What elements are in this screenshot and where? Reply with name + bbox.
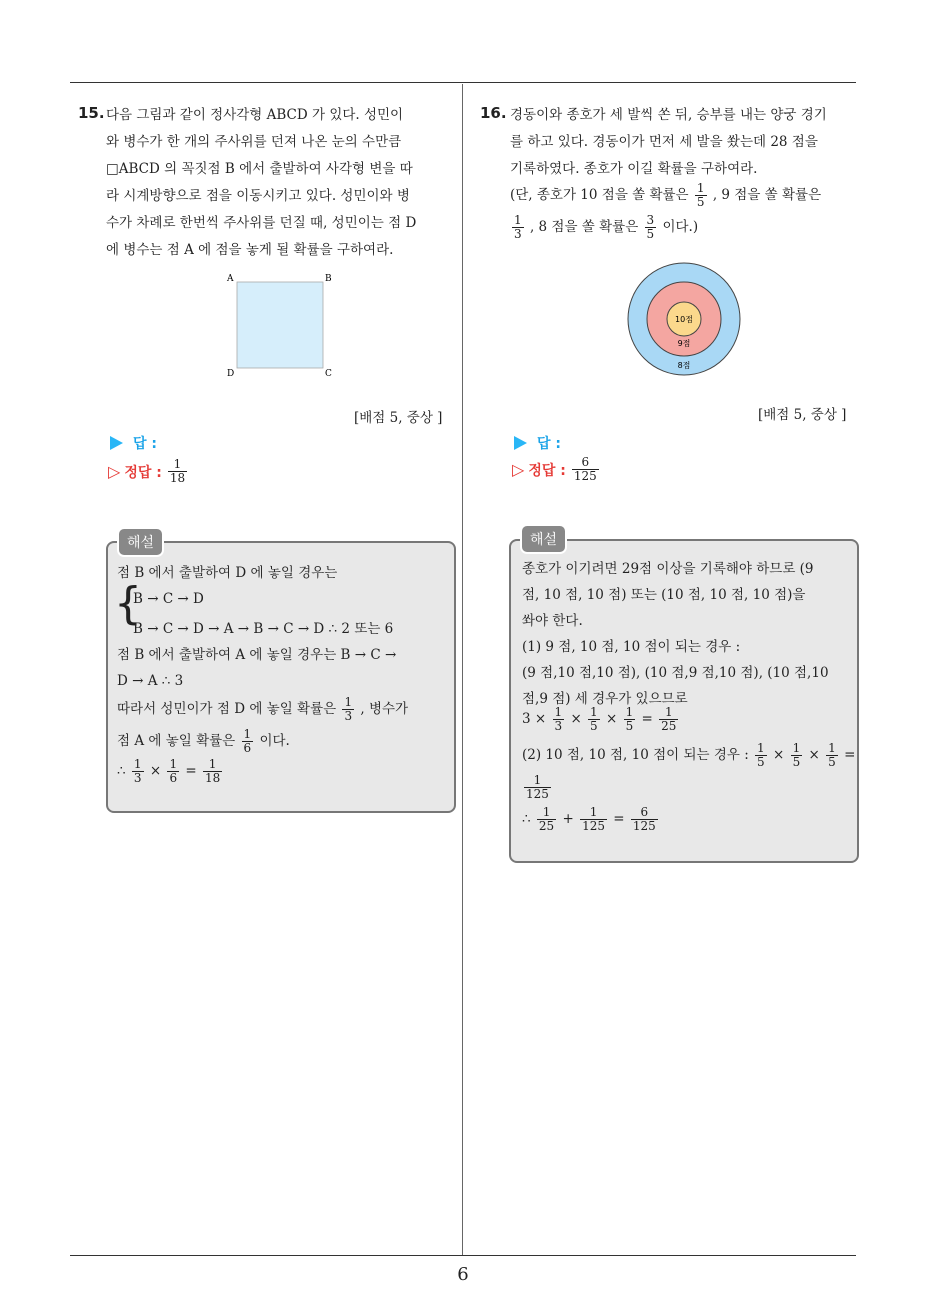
fraction: $\frac{1}{5}$ [696,181,705,209]
text-line: 경동이와 종호가 세 발씩 쏜 뒤, 승부를 내는 양궁 경기 [510,107,827,123]
text-line: 라 시계방향으로 점을 이동시키고 있다. 성민이와 병 [106,188,410,204]
page-number: 6 [457,1264,469,1285]
fraction: $\frac{1}{125}$ [582,805,605,833]
correct-answer-row [512,456,601,483]
vertex-a-label: A [227,274,234,284]
question-number: 16. [480,104,507,122]
ring-label-9: 9점 [677,339,691,348]
vertex-c-label: C [325,369,332,379]
case-line: B → C → D [133,591,204,607]
explanation-line [522,774,553,801]
fraction: $\frac{1}{3}$ [344,695,353,723]
explanation-line: D → A ∴ 3 [117,673,184,689]
fraction: $\frac{1}{5}$ [828,741,836,769]
explanation-line: 점 B 에서 출발하여 D 에 놓일 경우는 [117,565,338,581]
question-number: 15. [78,104,105,122]
condition-line: (단, 종호가 10 점을 쏠 확률은 $\frac{1}{5}$ , 9 점을 쏠 확률은 [510,181,822,209]
score-info: [배점 5, 중상 ] [354,410,443,426]
ring-label-10: 10점 [675,315,693,324]
explanation-line: 점,9 점) 세 경우가 있으므로 [522,691,688,707]
explanation-line: (2) 10 점, 10 점, 10 점이 되는 경우 : $\frac{1}{5}$ × $\frac{1}{5}$ × $\frac{1}{5}$ = [522,741,856,769]
square-abcd-figure [220,270,340,380]
fraction: $\frac{1}{25}$ [661,705,677,733]
fraction: $\frac{1}{5}$ [625,705,634,733]
fraction: $\frac{3}{5}$ [646,213,655,241]
column-divider [462,84,463,1256]
text-line: 에 병수는 점 A 에 점을 놓게 될 확률을 구하여라. [106,242,394,258]
fraction: $\frac{1}{25}$ [538,805,555,833]
fraction: $\frac{1}{18}$ [204,757,221,785]
correct-answer-label: 정답 : [528,462,566,479]
play-triangle-icon [110,436,123,450]
explanation-line: ∴ $\frac{1}{25}$ + $\frac{1}{125}$ = $\frac{6}{125}$ [522,805,656,833]
fraction: $\frac{1}{5}$ [792,741,801,769]
fraction: $\frac{1}{5}$ [757,741,765,769]
vertex-b-label: B [325,274,332,284]
fraction: $\frac{1}{6}$ [243,727,252,755]
fraction: $\frac{1}{3}$ [554,705,563,733]
top-rule [70,82,856,83]
explanation-line: 따라서 성민이가 점 D 에 놓일 확률은 $\frac{1}{3}$ , 병수가 [117,695,409,723]
answer-label: 답 : [133,436,157,452]
fraction: $\frac{1}{6}$ [169,757,178,785]
text-line: 를 하고 있다. 경동이가 먼저 세 발을 쐈는데 28 점을 [510,134,818,150]
question-text [510,102,858,183]
vertex-d-label: D [227,369,235,379]
question-text [106,102,456,264]
answer-row [110,433,157,453]
correct-answer-value: $\frac{1}{18}$ [169,457,186,485]
explanation-line: 점, 10 점, 10 점) 또는 (10 점, 10 점, 10 점)을 [522,587,806,603]
explanation-line: (9 점,10 점,10 점), (10 점,9 점,10 점), (10 점,10 [522,665,829,681]
explanation-line: (1) 9 점, 10 점, 10 점이 되는 경우 : [522,639,741,655]
fraction: $\frac{6}{125}$ [632,805,656,833]
fraction: $\frac{1}{3}$ [133,757,142,785]
text-line: 다음 그림과 같이 정사각형 ABCD 가 있다. 성민이 [106,107,404,123]
explanation-line: 종호가 이기려면 29점 이상을 기록해야 하므로 (9 [522,561,814,577]
brace-symbol: { [114,578,142,629]
correct-answer-row [108,458,189,485]
answer-row [514,433,561,453]
outline-triangle-icon: ▷ [512,460,525,479]
explanation-tab: 해설 [117,527,164,557]
condition-line: $\frac{1}{3}$ , 8 점을 쏠 확률은 $\frac{3}{5}$ 이다.) [514,213,699,241]
ring-label-8: 8점 [677,361,691,370]
fraction: $\frac{1}{125}$ [526,773,549,801]
answer-label: 답 : [537,436,561,452]
text-line: 와 병수가 한 개의 주사위를 던져 나온 눈의 수만큼 [106,134,402,150]
outline-triangle-icon: ▷ [108,462,121,481]
explanation-tab: 해설 [520,524,567,554]
fraction: $\frac{1}{5}$ [590,705,598,733]
text-line: □ABCD 의 꼭짓점 B 에서 출발하여 사각형 변을 따 [106,161,413,177]
explanation-line: 쏴야 한다. [522,613,583,629]
explanation-line: 점 A 에 놓일 확률은 $\frac{1}{6}$ 이다. [117,727,290,755]
explanation-line: ∴ $\frac{1}{3}$ × $\frac{1}{6}$ = $\frac{1}{18}$ [117,757,221,785]
archery-target-figure [622,262,746,378]
explanation-line: 점 B 에서 출발하여 A 에 놓일 경우는 B → C → [117,647,397,663]
score-info: [배점 5, 중상 ] [758,407,847,423]
play-triangle-icon [514,436,527,450]
bottom-rule [70,1255,856,1256]
correct-answer-label: 정답 : [124,464,162,481]
correct-answer-value: $\frac{6}{125}$ [573,455,597,483]
case-line: B → C → D → A → B → C → D ∴ 2 또는 6 [133,621,394,637]
text-line: 기록하였다. 종호가 이길 확률을 구하여라. [510,161,758,177]
fraction: $\frac{1}{3}$ [514,213,522,241]
text-line: 수가 차례로 한번씩 주사위를 던질 때, 성민이는 점 D [106,215,417,231]
explanation-line: 3 × $\frac{1}{3}$ × $\frac{1}{5}$ × $\frac{1}{5}$ = $\frac{1}{25}$ [522,705,677,733]
